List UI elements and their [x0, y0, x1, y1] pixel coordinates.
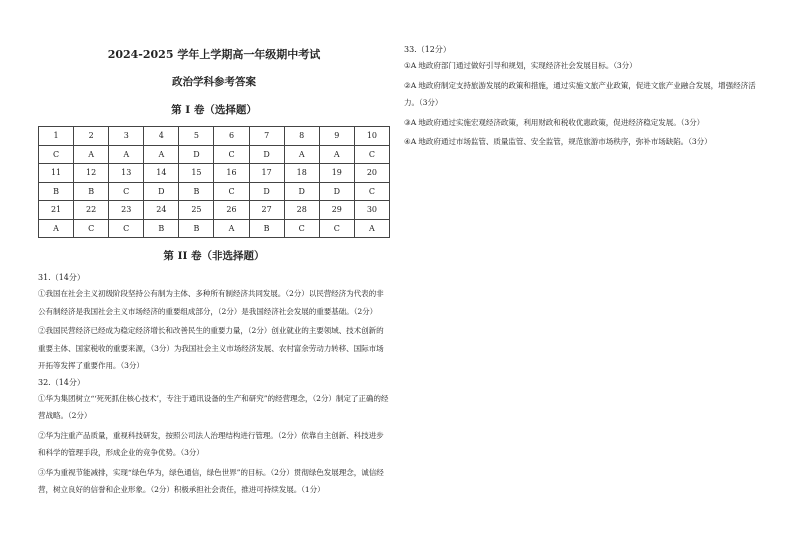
table-cell: B	[179, 219, 214, 238]
table-cell: 23	[109, 201, 144, 220]
answer-table	[38, 126, 390, 238]
table-cell: 10	[354, 127, 389, 146]
q33-heading: 33.（12分）	[404, 45, 451, 54]
exam-subtitle: 政治学科参考答案	[172, 76, 256, 88]
table-cell: D	[144, 182, 179, 201]
table-cell: 25	[179, 201, 214, 220]
table-row-answers	[39, 182, 390, 201]
table-cell: 14	[144, 164, 179, 183]
table-cell: 8	[284, 127, 319, 146]
table-cell: D	[249, 145, 284, 164]
q31-point-2: ②我国民营经济已经成为稳定经济增长和改善民生的重要力量，（2分）创业就业的主要领域、技术创新的重要主体、国家税收的重要来源，（3分）为我国社会主义市场经济发展、农村富余劳动力转移、国际市场开拓等发挥了重要作用。（3分）	[38, 326, 384, 370]
table-cell: 28	[284, 201, 319, 220]
table-cell: 5	[179, 127, 214, 146]
q33-point-2: ②A 地政府制定支持旅游发展的政策和措施，通过实施文旅产业政策，促进文旅产业融合发展，增强经济活力。（3分）	[404, 80, 756, 107]
table-cell: C	[319, 219, 354, 238]
q31-point-1: ①我国在社会主义初级阶段坚持公有制为主体、多种所有制经济共同发展。（2分）以民营经济为代表的非公有制经济是我国社会主义市场经济的重要组成部分，（2分）是我国经济社会发展的重要基础。（2分）	[38, 289, 384, 316]
table-cell: A	[74, 145, 109, 164]
section2-heading: 第 II 卷（非选择题）	[163, 250, 265, 262]
table-cell: C	[109, 219, 144, 238]
table-cell: 3	[109, 127, 144, 146]
table-cell: 18	[284, 164, 319, 183]
table-cell: 6	[214, 127, 249, 146]
table-cell: 17	[249, 164, 284, 183]
table-cell: 2	[74, 127, 109, 146]
table-cell: C	[214, 182, 249, 201]
table-cell: 16	[214, 164, 249, 183]
table-cell: D	[179, 145, 214, 164]
table-cell: A	[319, 145, 354, 164]
table-cell: 21	[39, 201, 74, 220]
table-cell: 13	[109, 164, 144, 183]
right-column	[404, 44, 764, 151]
table-cell: C	[284, 219, 319, 238]
q31-heading: 31.（14分）	[38, 273, 85, 282]
table-cell: C	[354, 182, 389, 201]
table-cell: B	[179, 182, 214, 201]
table-cell: C	[39, 145, 74, 164]
table-cell: A	[354, 219, 389, 238]
q32-point-3: ③华为重视节能减排，实现“绿色华为，绿色通信，绿色世界”的目标。（2分）贯彻绿色发展理念，诚信经营，树立良好的信誉和企业形象。（2分）积极承担社会责任，推进可持续发展。（1分）	[38, 467, 384, 494]
table-cell: B	[74, 182, 109, 201]
table-cell: A	[39, 219, 74, 238]
table-cell: 27	[249, 201, 284, 220]
exam-title: 2024-2025 学年上学期高一年级期中考试	[107, 48, 321, 61]
table-row-numbers	[39, 164, 390, 183]
table-cell: C	[214, 145, 249, 164]
table-cell: 22	[74, 201, 109, 220]
q33-point-4: ④A 地政府通过市场监管、质量监管、安全监管，规范旅游市场秩序，弥补市场缺陷。（3分）	[404, 137, 712, 146]
q33-point-3: ③A 地政府通过实施宏观经济政策，利用财政和税收优惠政策，促进经济稳定发展。（3分）	[404, 117, 705, 127]
table-cell: 20	[354, 164, 389, 183]
table-cell: C	[354, 145, 389, 164]
table-row-numbers	[39, 127, 390, 146]
table-cell: 29	[319, 201, 354, 220]
q32-point-1: ①华为集团树立“‘死死抓住核心技术’，专注于通讯设备的生产和研究”的经营理念，（2分）制定了正确的经营战略。（2分）	[38, 393, 389, 420]
q32-heading: 32.（14分）	[38, 377, 85, 387]
table-cell: 24	[144, 201, 179, 220]
section1-heading: 第 I 卷（选择题）	[171, 104, 257, 116]
q33-point-1: ①A 地政府部门通过做好引导和规划，实现经济社会发展目标。（3分）	[404, 61, 637, 70]
table-cell: 26	[214, 201, 249, 220]
table-cell: B	[249, 219, 284, 238]
table-cell: C	[109, 182, 144, 201]
table-cell: D	[249, 182, 284, 201]
table-cell: B	[144, 219, 179, 238]
table-cell: 19	[319, 164, 354, 183]
table-cell: 4	[144, 127, 179, 146]
table-cell: 9	[319, 127, 354, 146]
table-cell: C	[74, 219, 109, 238]
table-cell: D	[284, 182, 319, 201]
left-column	[38, 44, 390, 499]
table-cell: D	[319, 182, 354, 201]
table-row-answers	[39, 145, 390, 164]
table-cell: A	[144, 145, 179, 164]
table-cell: 12	[74, 164, 109, 183]
table-cell: 1	[39, 127, 74, 146]
table-cell: 11	[39, 164, 74, 183]
table-row-answers	[39, 219, 390, 238]
table-cell: A	[109, 145, 144, 164]
table-cell: B	[39, 182, 74, 201]
table-row-numbers	[39, 201, 390, 220]
table-cell: A	[214, 219, 249, 238]
table-cell: 15	[179, 164, 214, 183]
table-cell: 7	[249, 127, 284, 146]
q32-point-2: ②华为注重产品质量，重视科技研发，按照公司法人治理结构进行管理。（2分）依靠自主创新、科技进步和科学的管理手段，形成企业的竞争优势。（3分）	[38, 430, 384, 457]
table-cell: 30	[354, 201, 389, 220]
table-cell: A	[284, 145, 319, 164]
